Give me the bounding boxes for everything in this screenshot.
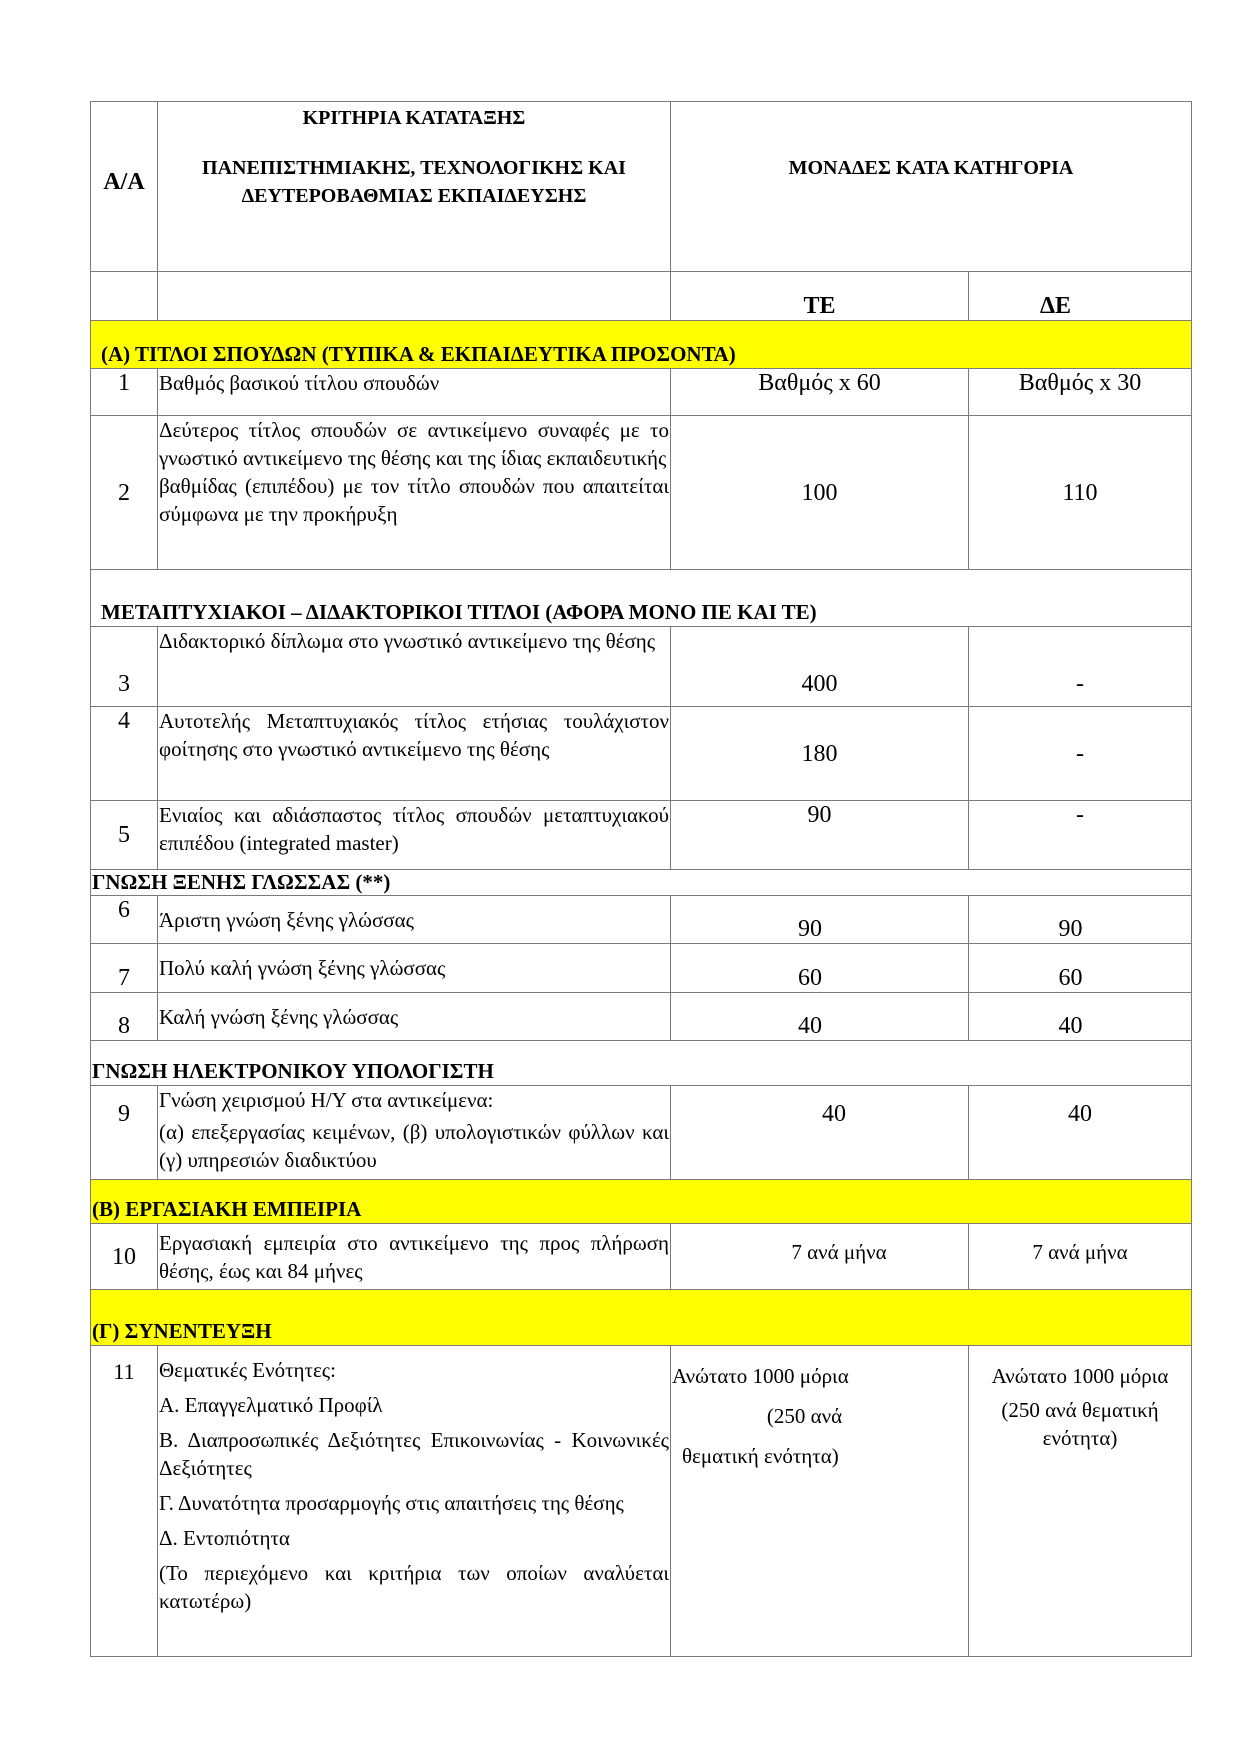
section-c: (Γ) ΣΥΝΕΝΤΕΥΞΗ bbox=[91, 1290, 1192, 1346]
table-row: 1 Βαθμός βασικού τίτλου σπουδών Βαθμός x 60 Βαθμός x 30 bbox=[91, 369, 1192, 416]
criteria-subtitle: ΠΑΝΕΠΙΣΤΗΜΙΑΚΗΣ, ΤΕΧΝΟΛΟΓΙΚΗΣ ΚΑΙ ΔΕΥΤΕΡΟΒΑΘΜΙΑΣ ΕΚΠΑΙΔΕΥΣΗΣ bbox=[202, 157, 626, 207]
table-row: 9 Γνώση χειρισμού Η/Υ στα αντικείμενα: (α) επεξεργασίας κειμένων, (β) υπολογιστικών φύλλων και (γ) υπηρεσιών διαδικτύου 40 40 bbox=[91, 1086, 1192, 1180]
section-postgrad: ΜΕΤΑΠΤΥΧΙΑΚΟΙ – ΔΙΔΑΚΤΟΡΙΚΟΙ ΤΙΤΛΟΙ (ΑΦΟΡΑ ΜΟΝΟ ΠΕ ΚΑΙ ΤΕ) bbox=[91, 570, 1192, 627]
aa-header: Α/Α bbox=[91, 102, 158, 272]
table-row: 8 Καλή γνώση ξένης γλώσσας 40 40 bbox=[91, 993, 1192, 1041]
category-row bbox=[91, 272, 1192, 321]
section-language: ΓΝΩΣΗ ΞΕΝΗΣ ΓΛΩΣΣΑΣ (**) bbox=[91, 870, 1192, 896]
table-row: 10 Εργασιακή εμπειρία στο αντικείμενο της προς πλήρωση θέσης, έως και 84 μήνες 7 ανά μήνα 7 ανά μήνα bbox=[91, 1224, 1192, 1290]
criteria-header bbox=[158, 102, 671, 272]
table-row: 5 Ενιαίος και αδιάσπαστος τίτλος σπουδών μεταπτυχιακού επιπέδου (integrated master) 90 - bbox=[91, 801, 1192, 870]
section-a: (Α) ΤΙΤΛΟΙ ΣΠΟΥΔΩΝ (ΤΥΠΙΚΑ & ΕΚΠΑΙΔΕΥΤΙΚΑ ΠΡΟΣΟΝΤΑ) bbox=[91, 321, 1192, 369]
table-row: 6 Άριστη γνώση ξένης γλώσσας 90 90 bbox=[91, 896, 1192, 944]
criteria-title: ΚΡΙΤΗΡΙΑ ΚΑΤΑΤΑΞΗΣ bbox=[302, 107, 526, 129]
de-header: ΔΕ bbox=[969, 272, 1192, 321]
units-header: ΜΟΝΑΔΕΣ ΚΑΤΑ ΚΑΤΗΓΟΡΙΑ bbox=[671, 102, 1192, 272]
section-computer: ΓΝΩΣΗ ΗΛΕΚΤΡΟΝΙΚΟΥ ΥΠΟΛΟΓΙΣΤΗ bbox=[91, 1041, 1192, 1086]
table-row: 4 Αυτοτελής Μεταπτυχιακός τίτλος ετήσιας τουλάχιστον φοίτησης στο γνωστικό αντικείμενο της θέσης 180 - bbox=[91, 707, 1192, 801]
header-row bbox=[91, 102, 1192, 272]
te-header: ΤΕ bbox=[671, 272, 969, 321]
table-row: 11 Θεματικές Ενότητες: Α. Επαγγελματικό Προφίλ Β. Διαπροσωπικές Δεξιότητες Επικοινωνίας - Κοινωνικές Δεξιότητες Γ. Δυνατότητα προσαρμογής στις απαιτήσεις της θέσης Δ. Εντοπιότητα (Το περιεχόμενο και κριτήρια των οποίων αναλύεται κατωτέρω) Ανώτατο 1000 μόρια (250 ανά θεματική ενότητα) Ανώτατο 1000 μόρια (250 ανά θεματική ενότητα) bbox=[91, 1346, 1192, 1657]
table-row: 7 Πολύ καλή γνώση ξένης γλώσσας 60 60 bbox=[91, 944, 1192, 993]
criteria-table bbox=[90, 101, 1192, 1657]
section-b: (Β) ΕΡΓΑΣΙΑΚΗ ΕΜΠΕΙΡΙΑ bbox=[91, 1180, 1192, 1224]
table-row: 3 Διδακτορικό δίπλωμα στο γνωστικό αντικείμενο της θέσης 400 - bbox=[91, 627, 1192, 707]
table-row: 2 Δεύτερος τίτλος σπουδών σε αντικείμενο συναφές με το γνωστικό αντικείμενο της θέσης και της ίδιας εκπαιδευτικής βαθμίδας (επιπέδου) με τον τίτλο σπουδών που απαιτείται σύμφωνα με την προκήρυξη 100 110 bbox=[91, 416, 1192, 570]
